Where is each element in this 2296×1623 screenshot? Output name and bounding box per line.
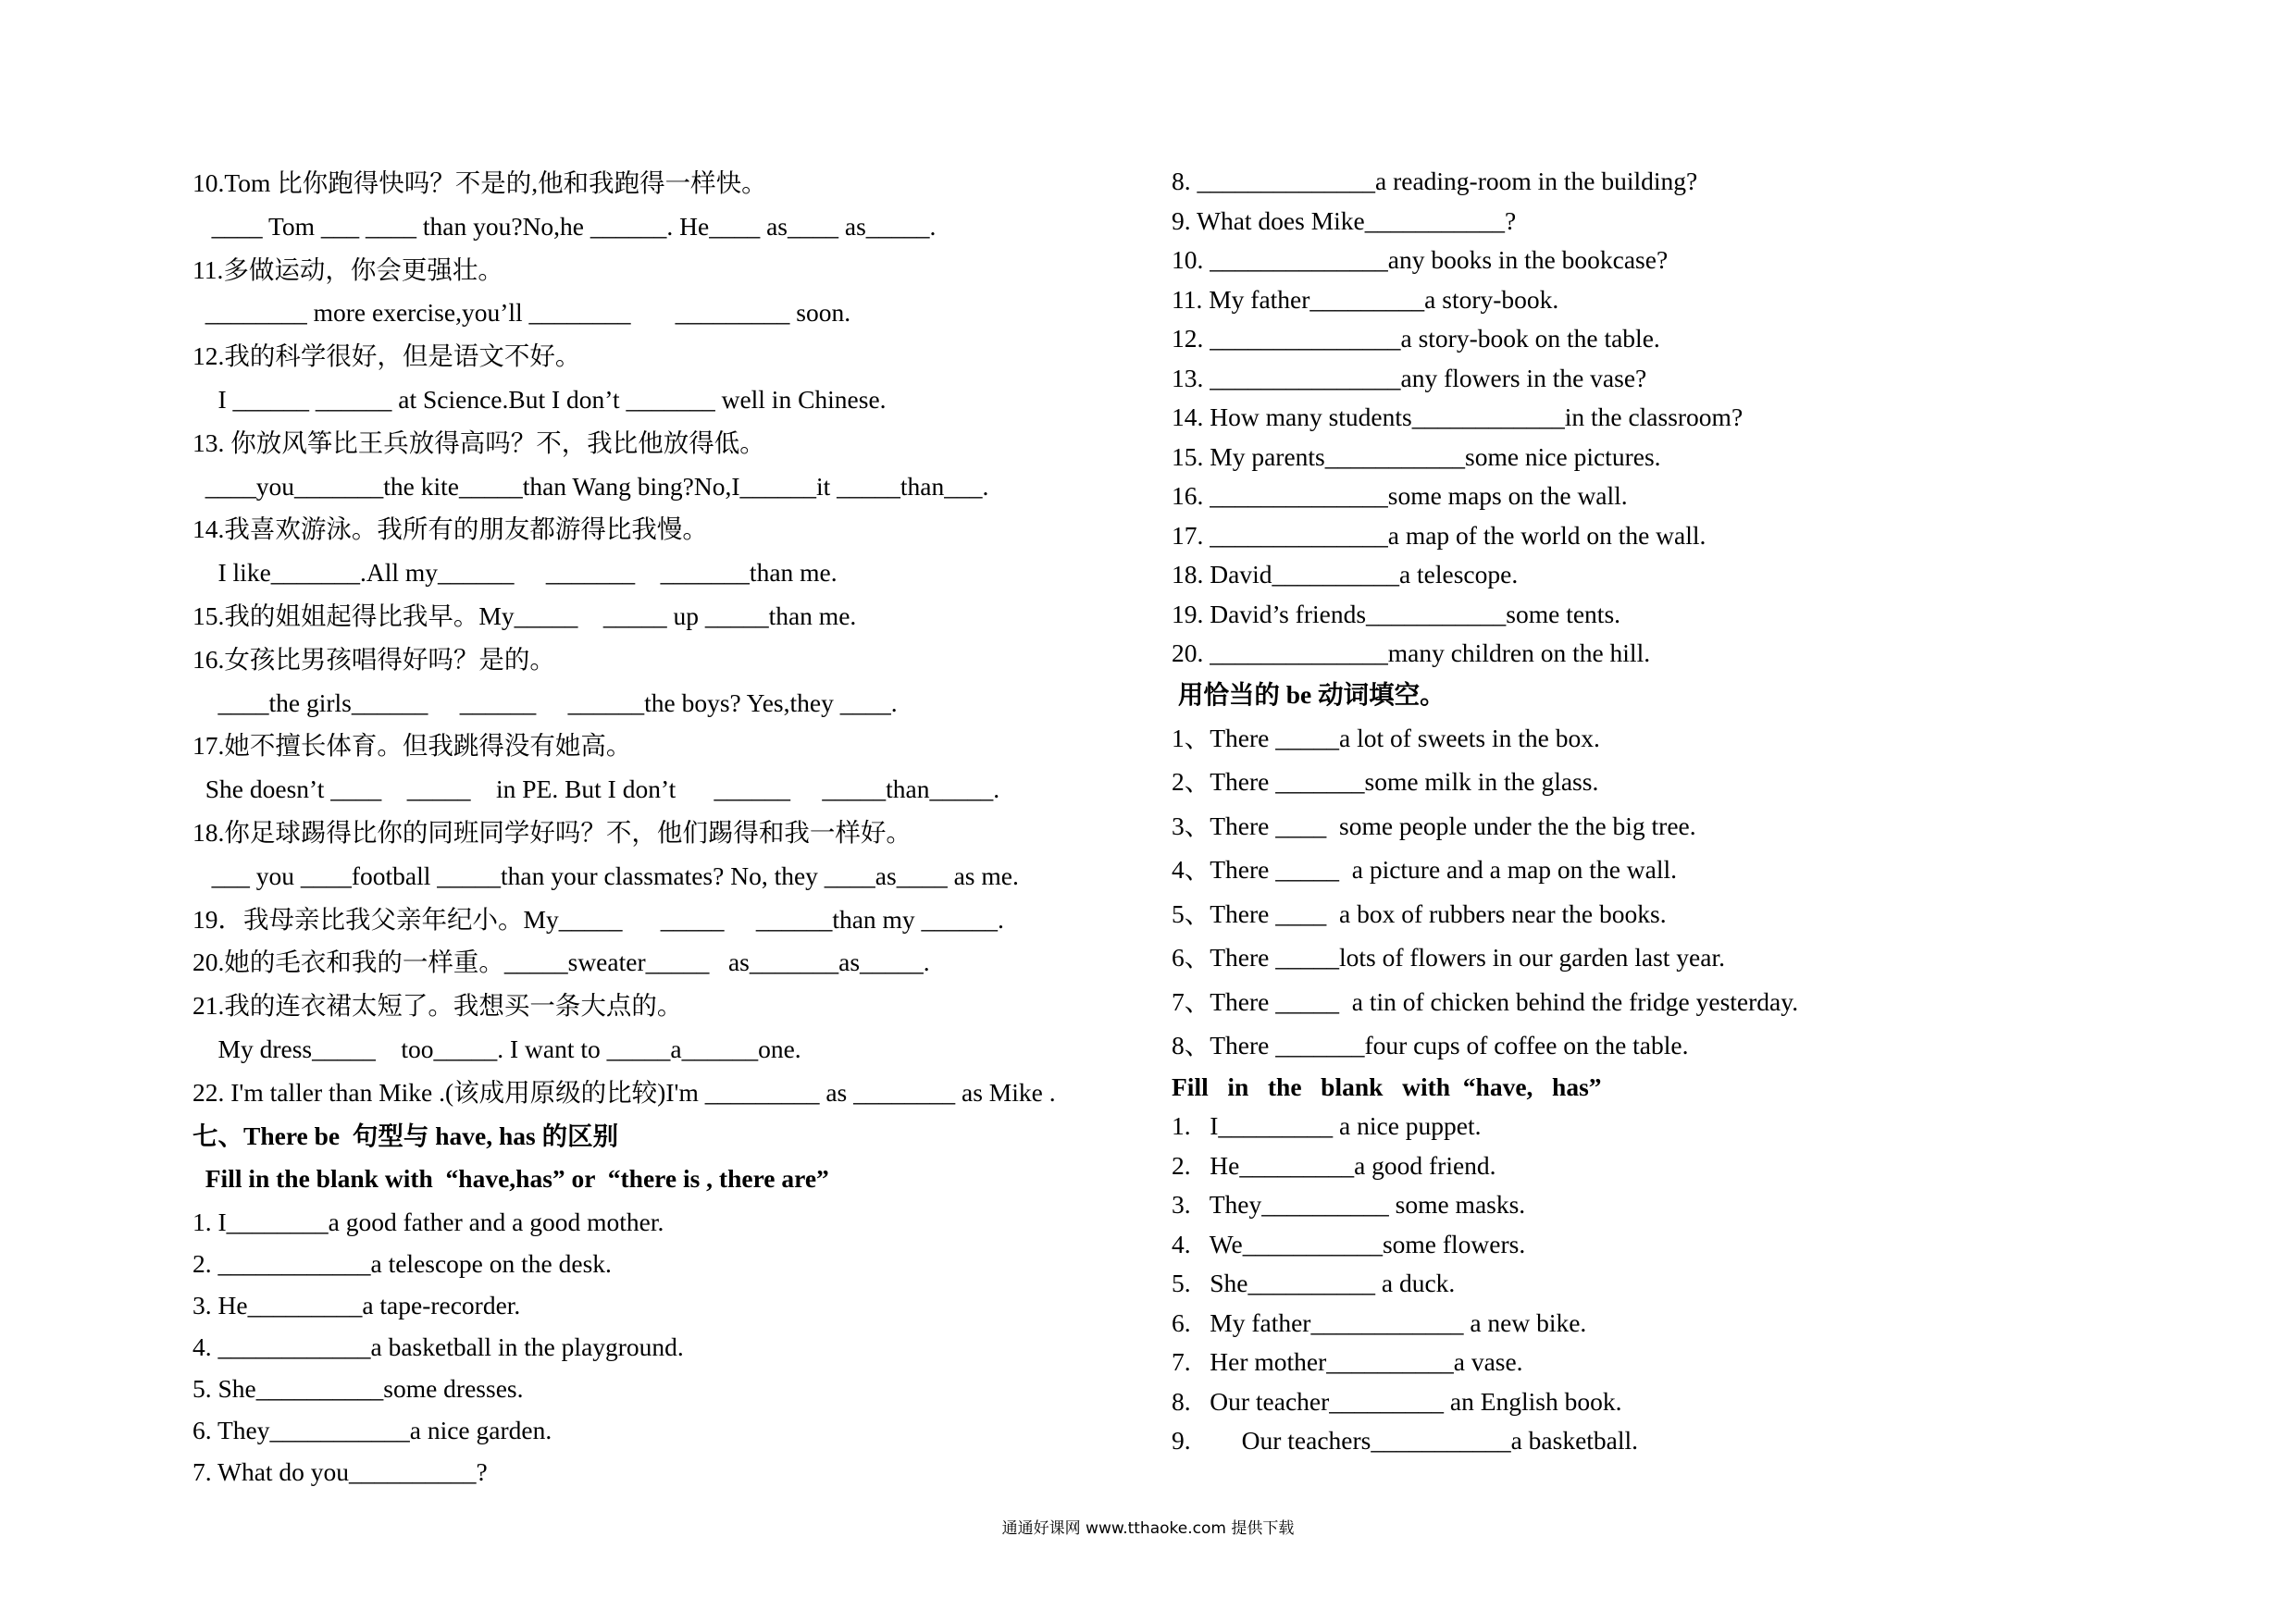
be-verb-item-7: 7、There _____ a tin of chicken behind the fridge yesterday. bbox=[1172, 986, 1799, 1016]
question-16-blanks: ____the girls______ ______ ______the boys? Yes,they ____. bbox=[192, 688, 898, 717]
question-18-prompt: 18.你足球踢得比你的同班同学好吗？不，他们踢得和我一样好。 bbox=[192, 817, 912, 847]
exercise-item-4: 4. ____________a basketball in the playground. bbox=[192, 1332, 684, 1362]
question-10-prompt: 10.Tom 比你跑得快吗？不是的,他和我跑得一样快。 bbox=[192, 168, 767, 197]
section-7-instruction: Fill in the blank with “have,has” or “there is , there are” bbox=[192, 1164, 829, 1194]
have-has-item-2: 2. He_________a good friend. bbox=[1172, 1150, 1496, 1180]
exercise-item-6: 6. They___________a nice garden. bbox=[192, 1416, 552, 1445]
exercise-item-9: 9. What does Mike___________? bbox=[1172, 205, 1517, 235]
have-has-item-6: 6. My father____________ a new bike. bbox=[1172, 1307, 1587, 1337]
exercise-item-15: 15. My parents___________some nice pictures. bbox=[1172, 441, 1661, 471]
be-verb-item-4: 4、There _____ a picture and a map on the wall. bbox=[1172, 855, 1677, 884]
exercise-item-2: 2. ____________a telescope on the desk. bbox=[192, 1249, 612, 1279]
page-footer: 通通好课网 www.tthaoke.com 提供下载 bbox=[1001, 1519, 1295, 1538]
be-verb-item-1: 1、There _____a lot of sweets in the box. bbox=[1172, 723, 1600, 752]
be-verb-item-3: 3、There ____ some people under the the big tree. bbox=[1172, 811, 1696, 840]
exercise-item-18: 18. David__________a telescope. bbox=[1172, 560, 1519, 588]
exercise-item-1: 1. I________a good father and a good mother. bbox=[192, 1208, 664, 1237]
exercise-item-10: 10. ______________any books in the bookcase? bbox=[1172, 245, 1669, 274]
question-14-blanks: I like_______.All my______ _______ _______than me. bbox=[192, 558, 838, 588]
question-20: 20.她的毛衣和我的一样重。_____sweater_____ as_______as_____. bbox=[192, 948, 930, 977]
question-16-prompt: 16.女孩比男孩唱得好吗？是的。 bbox=[192, 644, 555, 674]
question-12-prompt: 12.我的科学很好，但是语文不好。 bbox=[192, 341, 581, 371]
exercise-item-8: 8. ______________a reading-room in the building? bbox=[1172, 167, 1698, 195]
section-7-heading: 七、There be 句型与 have, has 的区别 bbox=[192, 1121, 619, 1150]
have-has-section-heading: Fill in the blank with “have, has” bbox=[1172, 1072, 1602, 1101]
question-14-prompt: 14.我喜欢游泳。我所有的朋友都游得比我慢。 bbox=[192, 514, 708, 544]
question-21-blanks: My dress_____ too_____. I want to _____a______one. bbox=[192, 1034, 801, 1063]
have-has-item-9: 9. Our teachers___________a basketball. bbox=[1172, 1426, 1639, 1455]
question-22: 22. I'm taller than Mike .(该成用原级的比较)I'm _________ as ________ as Mike . bbox=[192, 1077, 1056, 1107]
question-17-blanks: She doesn’t ____ _____ in PE. But I don’t ______ _____than_____. bbox=[192, 774, 1000, 804]
exercise-item-13: 13. _______________any flowers in the vase? bbox=[1172, 363, 1647, 392]
question-19: 19．我母亲比我父亲年纪小。My_____ _____ ______than my ______. bbox=[192, 904, 1004, 934]
question-15: 15.我的姐姐起得比我早。My_____ _____ up _____than me. bbox=[192, 601, 857, 630]
have-has-item-8: 8. Our teacher_________ an English book. bbox=[1172, 1386, 1622, 1416]
question-11-blanks: ________ more exercise,you’ll ________ _________ soon. bbox=[192, 298, 851, 328]
have-has-item-3: 3. They__________ some masks. bbox=[1172, 1190, 1526, 1219]
exercise-item-11: 11. My father_________a story-book. bbox=[1172, 284, 1559, 314]
exercise-item-5: 5. She__________some dresses. bbox=[192, 1374, 524, 1404]
have-has-item-5: 5. She__________ a duck. bbox=[1172, 1269, 1456, 1297]
question-12-blanks: I ______ ______ at Science.But I don’t _______ well in Chinese. bbox=[192, 384, 887, 414]
question-18-blanks: ___ you ____football _____than your classmates? No, they ____as____ as me. bbox=[192, 861, 1019, 890]
be-verb-item-6: 6、There _____lots of flowers in our garden last year. bbox=[1172, 943, 1725, 972]
have-has-item-7: 7. Her mother__________a vase. bbox=[1172, 1347, 1523, 1376]
exercise-item-19: 19. David’s friends___________some tents. bbox=[1172, 599, 1621, 628]
question-21-prompt: 21.我的连衣裙太短了。我想买一条大点的。 bbox=[192, 991, 683, 1021]
be-verb-section-heading: 用恰当的 be 动词填空。 bbox=[1172, 679, 1446, 709]
exercise-item-12: 12. _______________a story-book on the table. bbox=[1172, 324, 1660, 353]
be-verb-item-2: 2、There _______some milk in the glass. bbox=[1172, 767, 1599, 796]
be-verb-item-8: 8、There _______four cups of coffee on the table. bbox=[1172, 1031, 1689, 1059]
question-11-prompt: 11.多做运动，你会更强壮。 bbox=[192, 254, 503, 284]
have-has-item-4: 4. We___________some flowers. bbox=[1172, 1229, 1526, 1258]
exercise-item-16: 16. ______________some maps on the wall. bbox=[1172, 481, 1628, 510]
left-column bbox=[192, 162, 1118, 1493]
exercise-item-7: 7. What do you__________? bbox=[192, 1457, 488, 1487]
exercise-item-20: 20. ______________many children on the hill. bbox=[1172, 638, 1651, 667]
exercise-item-17: 17. ______________a map of the world on the wall. bbox=[1172, 520, 1706, 550]
exercise-item-3: 3. He_________a tape-recorder. bbox=[192, 1291, 521, 1320]
exercise-item-14: 14. How many students____________in the classroom? bbox=[1172, 403, 1744, 431]
question-10-blanks: ____ Tom ___ ____ than you?No,he ______. He____ as____ as_____. bbox=[192, 211, 937, 241]
be-verb-item-5: 5、There ____ a box of rubbers near the books. bbox=[1172, 898, 1667, 928]
question-17-prompt: 17.她不擅长体育。但我跳得没有她高。 bbox=[192, 731, 632, 761]
right-column bbox=[1172, 162, 2097, 1461]
question-13-blanks: ____you_______the kite_____than Wang bing?No,I______it _____than___. bbox=[192, 471, 989, 501]
question-13-prompt: 13. 你放风筝比王兵放得高吗？不，我比他放得低。 bbox=[192, 427, 765, 457]
have-has-item-1: 1. I_________ a nice puppet. bbox=[1172, 1111, 1482, 1140]
